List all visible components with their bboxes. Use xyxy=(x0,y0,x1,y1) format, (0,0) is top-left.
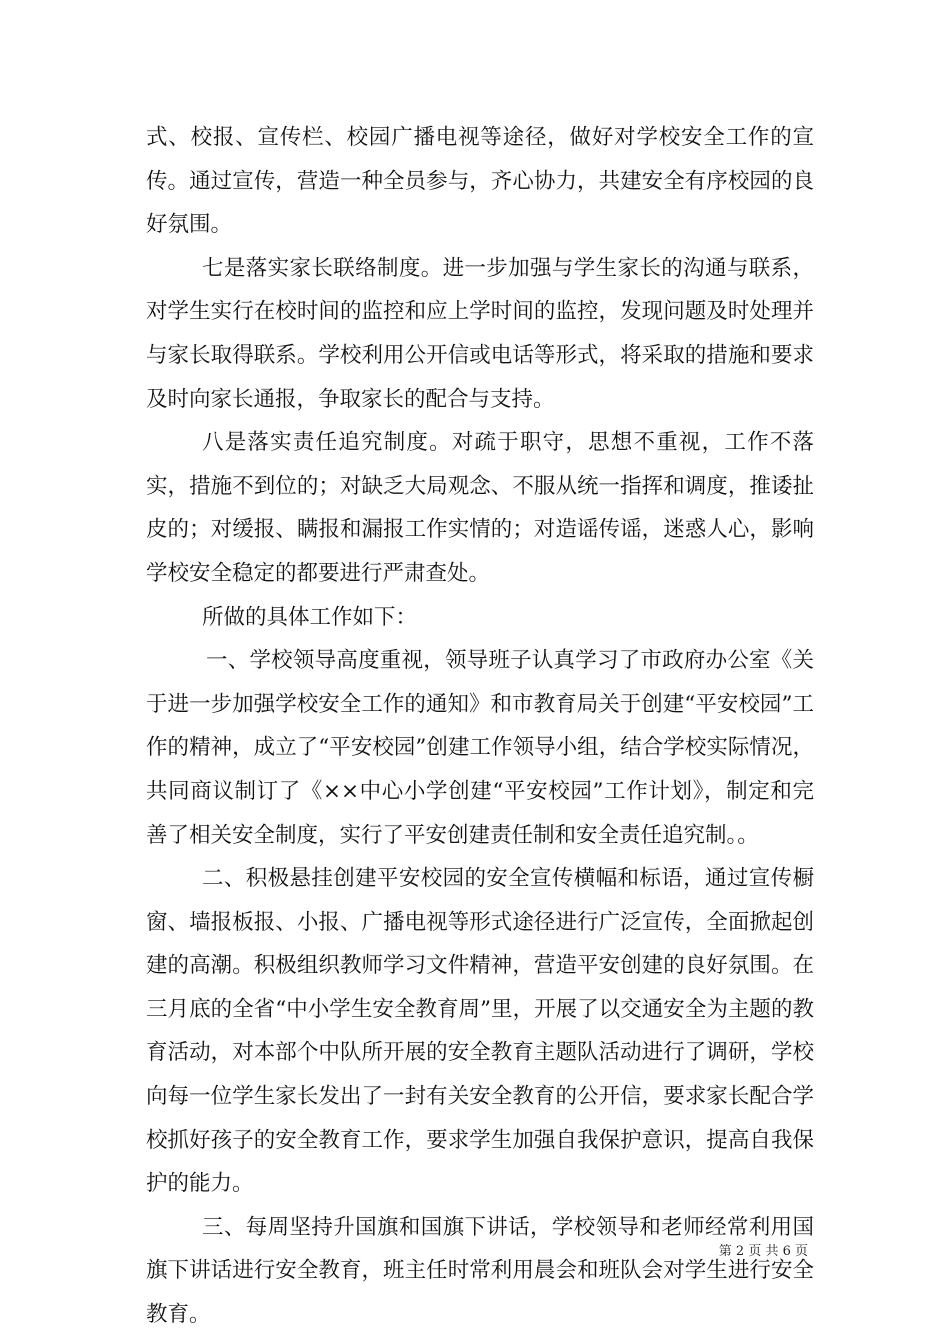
document-body xyxy=(146,116,814,1337)
paragraph-work-intro: 所做的具体工作如下： xyxy=(202,604,418,630)
paragraph-continuation: 式、校报、宣传栏、校园广播电视等途径，做好对学校安全工作的宣传。通过宣传，营造一种全员参与，齐心协力，共建安全有序校园的良好氛围。 xyxy=(146,125,814,238)
paragraph-item-1: 一、学校领导高度重视，领导班子认真学习了市政府办公室《关于进一步加强学校安全工作的通知》和市教育局关于创建“平安校园”工作的精神，成立了“平安校园”创建工作领导小组，结合学校实际情况，共同商议制订了《××中心小学创建“平安校园”工作计划》，制定和完善了相关安全制度，实行了平安创建责任制和安全责任追究制。。 xyxy=(146,648,814,848)
paragraph-item-3: 三、每周坚持升国旗和国旗下讲话，学校领导和老师经常利用国旗下讲话进行安全教育，班主任时常利用晨会和班队会对学生进行安全教育。 xyxy=(146,1214,814,1328)
paragraph-accountability: 八是落实责任追究制度。对疏于职守，思想不重视，工作不落实，措施不到位的；对缺乏大局观念、不服从统一指挥和调度，推诿扯皮的；对缓报、瞒报和漏报工作实情的；对造谣传谣，迷惑人心，影响学校安全稳定的都要进行严肃查处。 xyxy=(146,430,814,586)
page-number: 第 2 页 共 6 页 xyxy=(718,1244,808,1259)
paragraph-parent-contact: 七是落实家长联络制度。进一步加强与学生家长的沟通与联系，对学生实行在校时间的监控和应上学时间的监控，发现问题及时处理并与家长取得联系。学校利用公开信或电话等形式，将采取的措施和要求及时向家长通报，争取家长的配合与支持。 xyxy=(146,255,814,412)
paragraph-item-2: 二、积极悬挂创建平安校园的安全宣传横幅和标语，通过宣传橱窗、墙报板报、小报、广播电视等形式途径进行广泛宣传，全面掀起创建的高潮。积极组织教师学习文件精神，营造平安创建的良好氛围。在三月底的全省“中小学生安全教育周”里，开展了以交通安全为主题的教育活动，对本部个中队所开展的安全教育主题队活动进行了调研，学校向每一位学生家长发出了一封有关安全教育的公开信，要求家长配合学校抓好孩子的安全教育工作，要求学生加强自我保护意识，提高自我保护的能力。 xyxy=(146,866,814,1197)
